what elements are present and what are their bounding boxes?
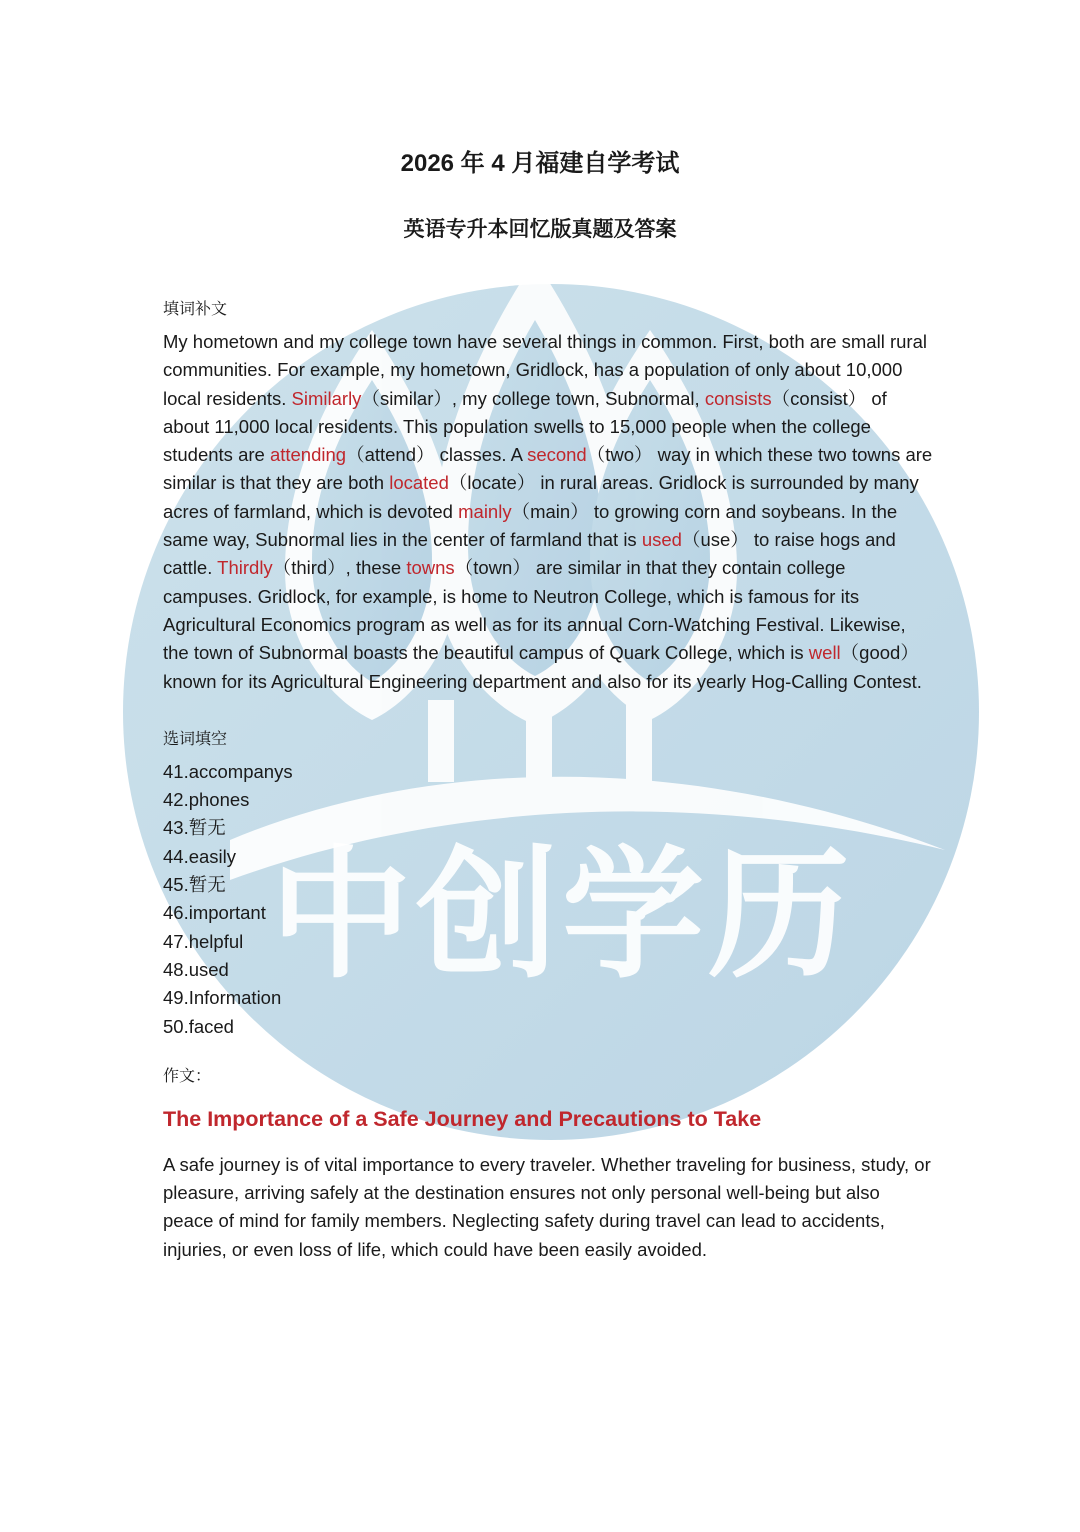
answer-item: 47.helpful	[163, 930, 244, 952]
answer-item: 49.Information	[163, 987, 282, 1009]
passage-text: （two） way in which these two towns are similar is that they are both	[163, 444, 933, 494]
passage-text: （good） known for its Agricultural Engineering department and also for its yearly Hog-Calling Contest.	[163, 642, 922, 692]
answer-item: 44.easily	[163, 845, 237, 867]
answer-word: mainly	[458, 500, 512, 522]
passage-text: （third）, these	[272, 557, 407, 579]
answer-word: located	[389, 472, 449, 494]
answer-item: 48.used	[163, 958, 229, 980]
passage-text: （consist） of about 11,000 local residents. This population swells to 15,000 people when the college students are	[163, 387, 887, 466]
essay-body: A safe journey is of vital importance to every traveler. Whether traveling for business, study, or pleasure, arriving safely at the destination ensures not only personal well-being but also peace of mind for family members. Neglecting safety during travel can lead to accidents, injuries, or even loss of life, which could have been easily avoided.	[163, 1153, 931, 1260]
answer-word: towns	[406, 557, 455, 579]
passage-text: （similar）, my college town, Subnormal,	[361, 387, 705, 409]
content	[163, 296, 933, 1264]
essay-section-heading: 作文：	[163, 1065, 212, 1085]
choice-answer-list	[163, 758, 933, 1041]
fill-section-heading: 填词补文	[163, 299, 228, 318]
fill-passage	[163, 328, 933, 696]
passage-text: （main） to growing corn and soybeans. In the same way, Subnormal lies in the center of farmland that is	[163, 500, 898, 551]
answer-item: 43.暂无	[163, 817, 226, 839]
answer-item: 50.faced	[163, 1015, 234, 1037]
answer-item: 41.accompanys	[163, 760, 293, 782]
passage-text: （use） to raise hogs and cattle.	[163, 529, 896, 579]
answer-word: consists	[704, 387, 772, 409]
answer-word: attending	[269, 444, 347, 466]
answer-word: second	[527, 444, 587, 466]
passage-text: （town） are similar in that they contain college campuses. Gridlock, for example, is home to Neutron College, which is famous for its Agricultural Economics program as well as for its annual Corn-Watching Festival. Likewise, the town of Subnormal boasts the beautiful campus of Quark College, which is	[163, 557, 906, 664]
watermark-text: 中创学历	[270, 833, 854, 998]
answer-word: well	[808, 642, 841, 664]
answer-item: 42.phones	[163, 789, 250, 811]
passage-text: （locate） in rural areas. Gridlock is surrounded by many acres of farmland, which is devoted	[163, 472, 919, 522]
answer-item: 46.important	[163, 902, 266, 924]
answer-word: Similarly	[291, 387, 362, 409]
answer-word: used	[641, 529, 682, 551]
page-title: 2026 年 4 月福建自学考试	[400, 150, 680, 177]
choice-section-heading: 选词填空	[163, 728, 228, 748]
answer-word: Thirdly	[217, 557, 273, 579]
answer-item: 45.暂无	[163, 874, 226, 896]
passage-text: My hometown and my college town have several things in common. First, both are small rural communities. For example, my hometown, Gridlock, has a population of only about 10,000 local residents.	[163, 331, 927, 409]
essay-title: The Importance of a Safe Journey and Precautions to Take	[163, 1106, 762, 1131]
page-subtitle: 英语专升本回忆版真题及答案	[403, 216, 677, 241]
passage-text: （attend） classes. A	[346, 444, 528, 466]
